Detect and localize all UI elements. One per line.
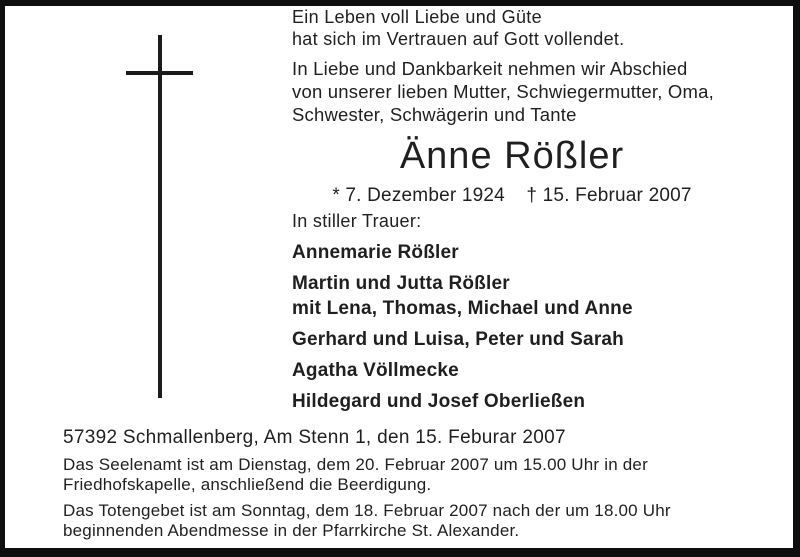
mourner-group: [292, 358, 633, 383]
cross-horizontal-bar: [126, 71, 193, 75]
mourner-group: [292, 240, 633, 265]
birth-date: * 7. Dezember 1924: [332, 185, 505, 206]
place-date-line: 57392 Schmallenberg, Am Stenn 1, den 15. Feburar 2007: [63, 427, 566, 448]
life-dates: [292, 184, 732, 208]
farewell-line: Schwester, Schwägerin und Tante: [292, 104, 577, 125]
prayer-info: [63, 501, 671, 541]
mourner-line: Martin und Jutta Rößler: [292, 273, 510, 294]
farewell-line: In Liebe und Dankbarkeit nehmen wir Abschied: [292, 58, 688, 79]
mourner-line: Annemarie Rößler: [292, 242, 459, 263]
opening-verse: [292, 6, 624, 50]
prayer-info-line: beginnenden Abendmesse in der Pfarrkirche St. Alexander.: [63, 521, 520, 540]
mourner-line: Agatha Völlmecke: [292, 360, 459, 381]
cross-vertical-bar: [158, 35, 162, 398]
mourner-group: [292, 389, 633, 414]
verse-line: hat sich im Vertrauen auf Gott vollendet.: [292, 29, 625, 49]
mourner-group: [292, 327, 633, 352]
farewell-line: von unserer lieben Mutter, Schwiegermutter, Oma,: [292, 81, 714, 102]
farewell-paragraph: [292, 57, 714, 126]
death-date: † 15. Februar 2007: [526, 185, 692, 206]
prayer-info-line: Das Totengebet ist am Sonntag, dem 18. Februar 2007 nach der um 18.00 Uhr: [63, 501, 671, 520]
mourner-line: Hildegard und Josef Oberließen: [292, 391, 586, 412]
mourner-line: mit Lena, Thomas, Michael und Anne: [292, 298, 633, 319]
requiem-info: [63, 455, 648, 495]
mourner-line: Gerhard und Luisa, Peter und Sarah: [292, 329, 624, 350]
verse-line: Ein Leben voll Liebe und Güte: [292, 7, 542, 27]
mourner-group: [292, 271, 633, 321]
deceased-name: Änne Rößler: [399, 135, 625, 177]
requiem-info-line: Das Seelenamt ist am Dienstag, dem 20. Februar 2007 um 15.00 Uhr in der: [63, 455, 648, 474]
mourners-list: [292, 240, 633, 420]
mourning-label: In stiller Trauer:: [292, 211, 422, 231]
requiem-info-line: Friedhofskapelle, anschließend die Beerdigung.: [63, 475, 432, 494]
